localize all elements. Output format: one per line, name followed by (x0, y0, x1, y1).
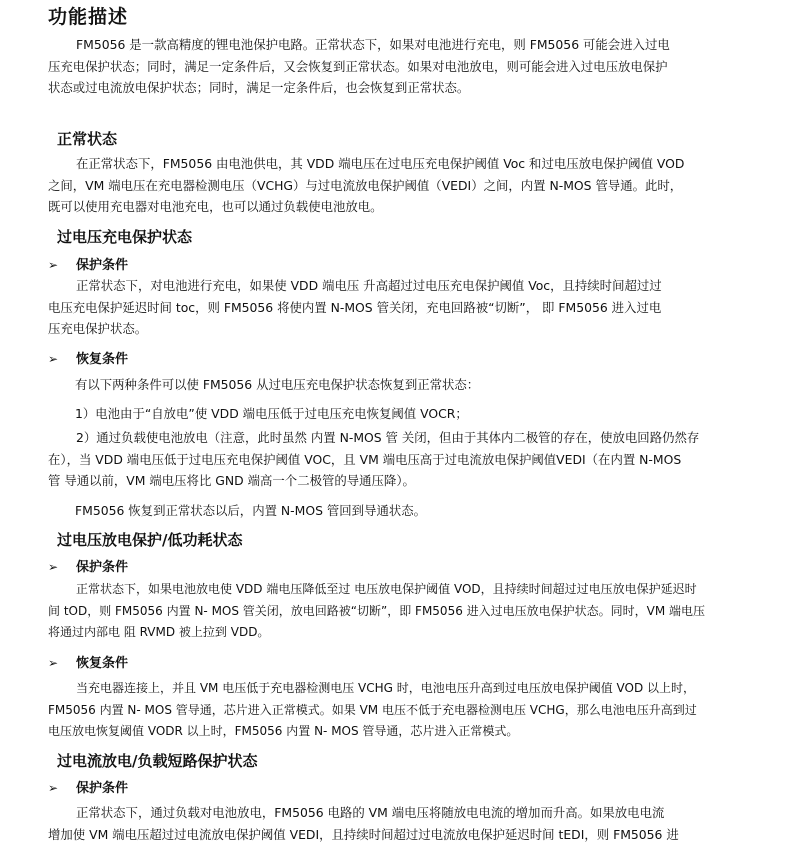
ovc-recover-intro: 有以下两种条件可以使 FM5056 从过电压充电保护状态恢复到正常状态： (75, 377, 480, 392)
text-line: 在），当 VDD 端电压低于过电压充电保护阈值 VOC，且 VM 端电压高于过电流放电保护阈值VEDI（在内置 N-MOS (48, 451, 682, 467)
text-line: 间 tOD，则 FM5056 内置 N- MOS 管关闭，放电回路被“切断”，即 FM5056 进入过电压放电保护状态。同时，VM 端电压 (48, 603, 706, 618)
arrow-icon: ➢ (48, 781, 59, 795)
text-line: 既可以使用充电器对电池充电，也可以通过负载使电池放电。 (48, 199, 383, 214)
text-line: 正常状态下，对电池进行充电，如果使 VDD 端电压 升高超过过电压充电保护阈值 Voc，且持续时间超过过 (76, 278, 662, 293)
text-line: 正常状态下，如果电池放电使 VDD 端电压降低至过 电压放电保护阈值 VOD，且持续时间超过过电压放电保护延迟时 (76, 582, 697, 596)
arrow-icon: ➢ (48, 656, 59, 670)
text-line: FM5056 内置 N- MOS 管导通，芯片进入正常模式。如果 VM 电压不低于充电器检测电压 VCHG，那么电池电压升高到过 (48, 702, 697, 717)
normal-paragraph (48, 153, 744, 218)
text-line: 压充电保护状态；同时，满足一定条件后，又会恢复到正常状态。如果对电池放电，则可能会进入过电压放电保护 (48, 58, 668, 74)
section-heading-ovc: 过电压充电保护状态 (57, 228, 193, 246)
arrow-icon: ➢ (48, 560, 59, 574)
page-title: 功能描述 (48, 6, 129, 28)
intro-paragraph (48, 34, 744, 99)
arrow-icon: ➢ (48, 258, 59, 272)
ovc-recover-end: FM5056 恢复到正常状态以后，内置 N-MOS 管回到导通状态。 (75, 503, 427, 518)
bullet-label: 保护条件 (76, 560, 129, 575)
bullet-label: 保护条件 (76, 258, 129, 273)
ocd-protect-paragraph (48, 802, 744, 845)
text-line: 压充电保护状态。 (48, 321, 148, 336)
bullet-recover-ovc (48, 348, 128, 367)
bullet-recover-ovd (48, 652, 128, 671)
ovc-protect-paragraph (48, 275, 744, 340)
ovd-recover-paragraph (48, 678, 744, 743)
bullet-label: 恢复条件 (76, 352, 129, 367)
section-heading-normal: 正常状态 (57, 130, 118, 148)
text-line: FM5056 是一款高精度的锂电池保护电路。正常状态下，如果对电池进行充电，则 FM5056 可能会进入过电 (76, 37, 670, 52)
bullet-label: 保护条件 (76, 781, 129, 796)
text-line: 电压充电保护延迟时间 toc，则 FM5056 将使内置 N-MOS 管关闭，充电回路被“切断”， 即 FM5056 进入过电 (48, 299, 662, 315)
section-heading-ocd: 过电流放电/负载短路保护状态 (57, 752, 258, 770)
ovd-protect-paragraph (48, 579, 744, 644)
text-line: 将通过内部电 阻 RVMD 被上拉到 VDD。 (48, 625, 270, 639)
section-heading-ovd: 过电压放电保护/低功耗状态 (57, 531, 243, 549)
bullet-protect-ocd (48, 777, 128, 796)
ovc-recover-1: 1）电池由于“自放电”使 VDD 端电压低于过电压充电恢复阈值 VOCR； (75, 406, 468, 421)
text-line: 在正常状态下，FM5056 由电池供电，其 VDD 端电压在过电压充电保护阈值 Voc 和过电压放电保护阈值 VOD (76, 156, 685, 171)
text-line: 之间，VM 端电压在充电器检测电压（VCHG）与过电流放电保护阈值（VEDI）之间，内置 N-MOS 管导通。此时， (48, 177, 683, 193)
bullet-label: 恢复条件 (76, 656, 129, 671)
text-line: 电压放电恢复阈值 VODR 以上时，FM5056 内置 N- MOS 管导通，芯片进入正常模式。 (48, 724, 519, 738)
text-line: 正常状态下，通过负载对电池放电，FM5056 电路的 VM 端电压将随放电电流的增加而升高。如果放电电流 (76, 805, 665, 820)
text-line: 管 导通以前，VM 端电压将比 GND 端高一个二极管的导通压降）。 (48, 473, 415, 488)
arrow-icon: ➢ (48, 352, 59, 366)
text-line: 2）通过负载使电池放电（注意，此时虽然 内置 N-MOS 管 关闭，但由于其体内二极管的存在，使放电回路仍然存 (76, 430, 700, 445)
text-line: 增加使 VM 端电压超过过电流放电保护阈值 VEDI，且持续时间超过过电流放电保护延迟时间 tEDI，则 FM5056 进 (48, 826, 679, 842)
bullet-protect-ovd (48, 556, 128, 575)
text-line: 状态或过电流放电保护状态；同时，满足一定条件后，也会恢复到正常状态。 (48, 80, 470, 95)
ovc-recover-2-paragraph (48, 427, 744, 492)
text-line: 当充电器连接上，并且 VM 电压低于充电器检测电压 VCHG 时，电池电压升高到过电压放电保护阈值 VOD 以上时， (76, 681, 696, 695)
bullet-protect-ovc (48, 254, 128, 273)
